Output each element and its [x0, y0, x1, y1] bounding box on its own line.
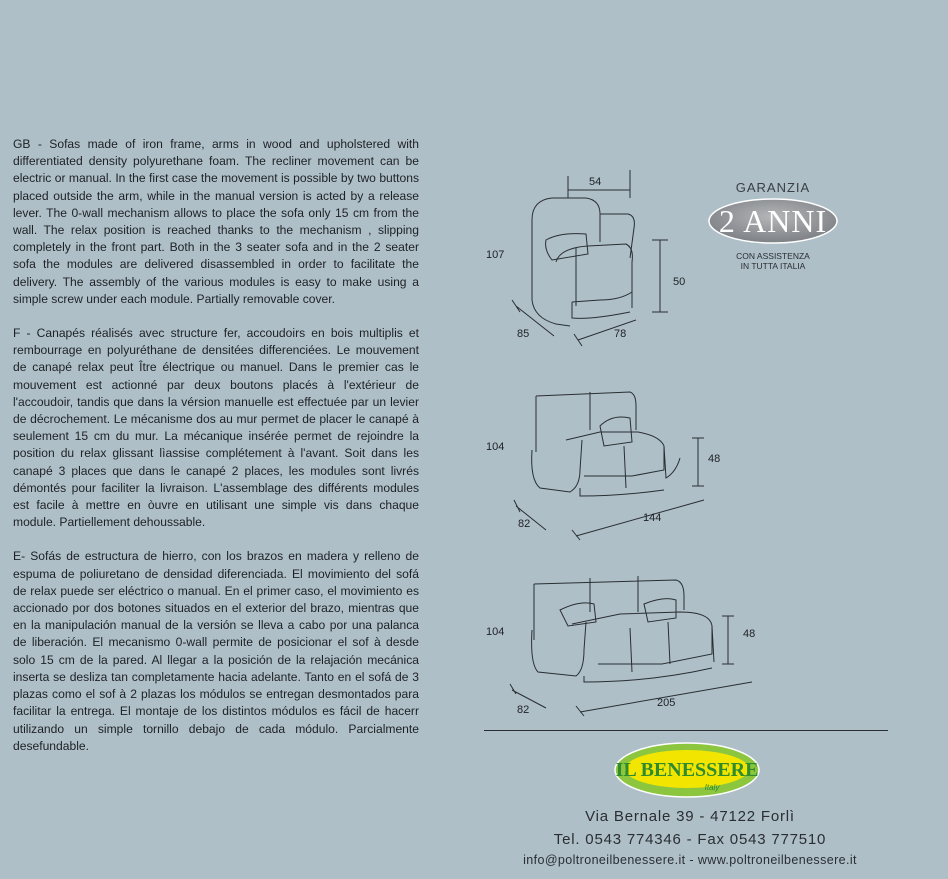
sofa-2-height: 104	[486, 441, 505, 453]
warranty-years: 2 ANNI	[718, 203, 828, 239]
product-description	[13, 136, 419, 755]
sofa-3-height: 104	[486, 626, 505, 638]
sofa-2-seater-drawing	[514, 392, 704, 540]
svg-text:IL BENESSERE: IL BENESSERE	[615, 759, 759, 781]
armchair-depth: 85	[517, 328, 530, 340]
armchair-width: 54	[589, 176, 602, 188]
sofa-3-seat-height: 48	[743, 628, 756, 640]
armchair-drawing	[512, 170, 668, 346]
svg-text:Italy: Italy	[704, 783, 720, 792]
company-web: info@poltroneilbenessere.it - www.poltroneilbenessere.it	[523, 853, 857, 867]
company-phones: Tel. 0543 774346 - Fax 0543 777510	[553, 831, 827, 848]
description-french: F - Canapés réalisés avec structure fer, accoudoirs en bois multiplis et rembourrage en polyuréthane de densitées differenciées. Le mouvement de canapé relax peut Ître électrique ou manuel. Dans le premier cas le mouvement est actionné par deux boutons placés à l'extérieur de l'accoudoir, tandis que dans la vérsion manuelle est effectuée par un levier de décrochement. Le mécanisme dos au mur permet de placer le canapé à seulement 15 cm du mur. La mécanique insérée permet de rejoindre la position du relax glissant lìassise complétement à l'avant. Soit dans les canapé 3 places que dans le canapé 2 places, les modules sont livrés démontés pour faciliter la livraison. L'assemblage des différents modules est facile à mettre en òuvre en utilisant une simple vis dans chaque module. Partiellement dehoussable.	[13, 326, 419, 530]
armchair-seat-height: 50	[673, 276, 686, 288]
sofa-2-length: 144	[643, 512, 662, 524]
sofa-2-seat-height: 48	[708, 453, 721, 465]
description-english: GB - Sofas made of iron frame, arms in wood and upholstered with differentiated density polyurethane foam. The recliner movement can be electric or manual. In the first case the movement is possible by two buttons placed outside the arm, while in the manual version is acted by a release lever. The 0-wall mechanism allows to place the sofa only 15 cm from the wall. The relax position is reached thanks to the mechanism , slipping completely in the front part. Both in the 3 seater sofa and in the 2 seater sofa the modules are delivered disassembled in order to facilitate the delivery. The assembly of the various modules is easy to make using a simple screw under each module. Partially removable cover.	[13, 137, 419, 306]
armchair-height: 107	[486, 249, 505, 261]
sofa-3-length: 205	[657, 697, 676, 709]
armchair-length: 78	[614, 328, 627, 340]
warranty-badge	[698, 180, 848, 271]
sofa-2-depth: 82	[518, 518, 531, 530]
footer-divider	[484, 730, 888, 731]
sofa-3-seater-drawing	[510, 576, 752, 716]
warranty-seal	[698, 197, 848, 245]
il-benessere-logo	[612, 740, 762, 800]
warranty-title: GARANZIA	[735, 180, 811, 195]
company-address: Via Bernale 39 - 47122 Forlì	[585, 808, 795, 825]
description-spanish: E- Sofás de estructura de hierro, con los brazos en madera y relleno de espuma de poliuretano de densidad diferenciada. El movimiento del sofá de relax puede ser eléctrico o manual. En el primer caso, el movimiento es accionado por dos botones situados en el exterior del brazo, mientras que en la manipulación manual de la versión se lleva a cabo por una palanca de liberación. El mecanismo 0-wall permite de posicionar el sof à desde solo 15 cm de la pared. Al llegar a la posición de la relajación mecánica inserta se desliza tan completamente hacia adelante. Tanto en el sofá de 3 plazas como el sof à 2 plazas los módulos se entregan desmontados para facilitar la entrega. El montaje de los distintos módulos es fácil de hacerr utilizando un simple tornillo debajo de cada módulo. Parcialmente desefundable.	[13, 549, 419, 753]
warranty-assistance: CON ASSISTENZA IN TUTTA ITALIA	[736, 251, 810, 271]
sofa-3-depth: 82	[517, 704, 530, 716]
